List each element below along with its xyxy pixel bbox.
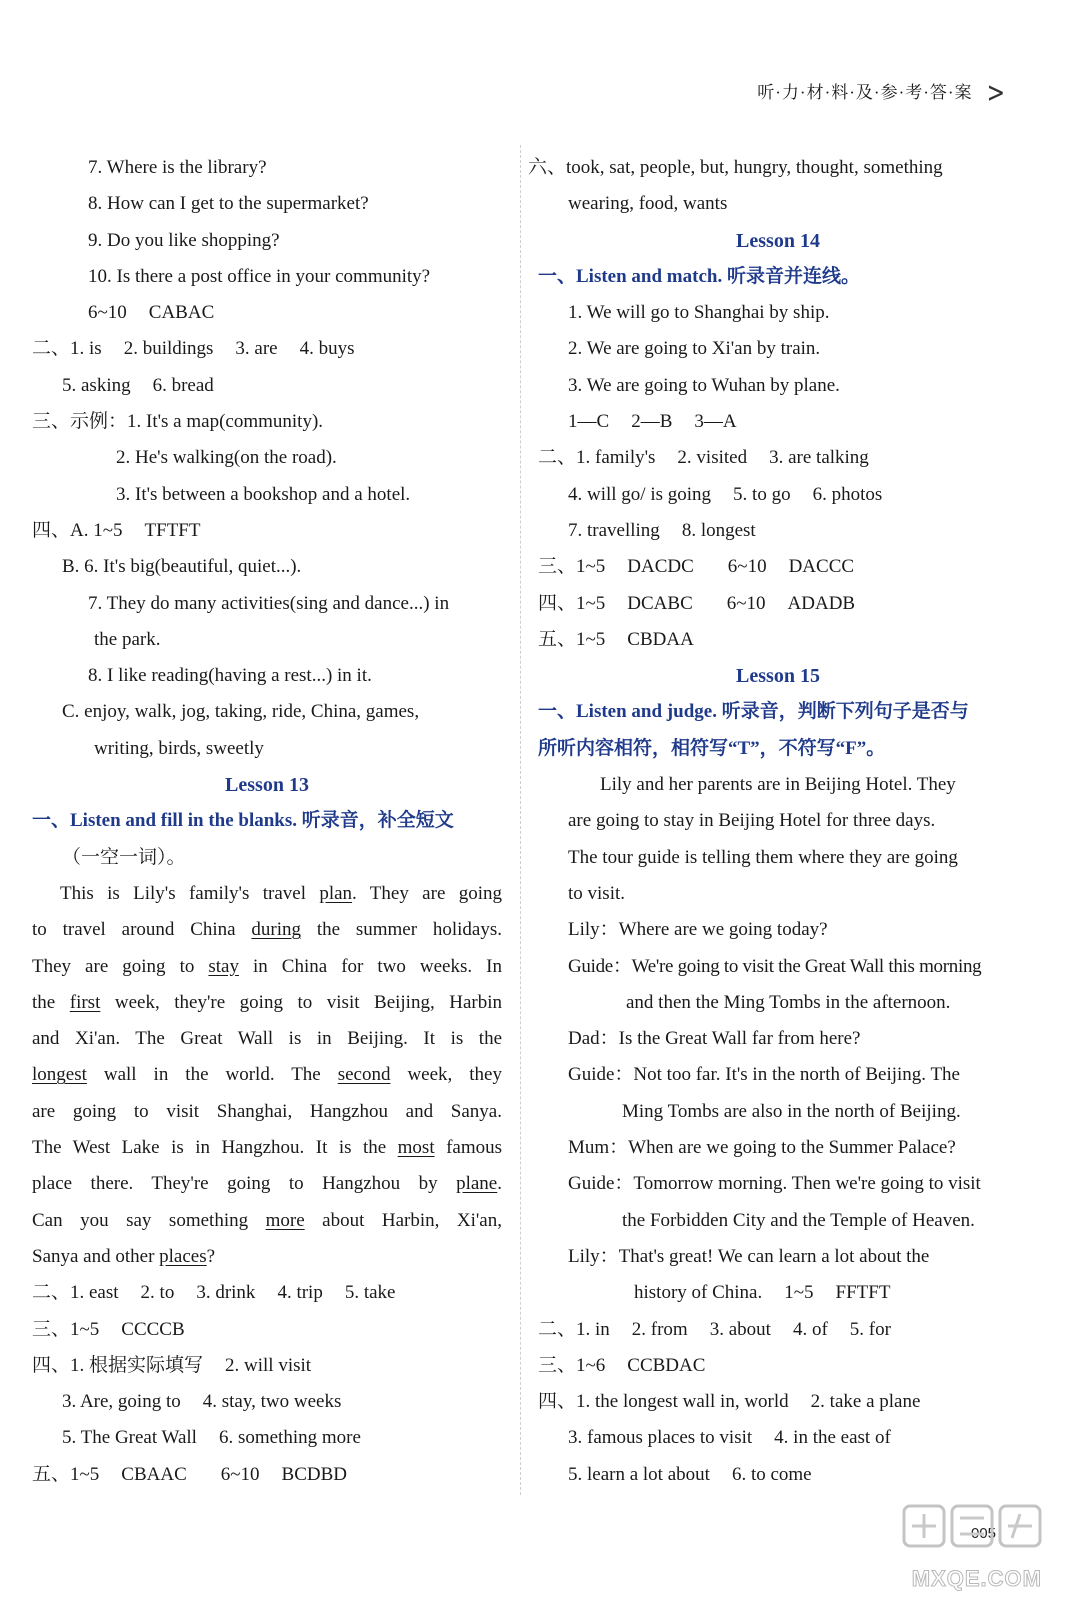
passage-line: to travel around China during the summer holidays. [32, 919, 502, 941]
answer-line: 四、1. 根据实际填写 2. will visit [32, 1354, 312, 1376]
answer-line: 3. We are going to Wuhan by plane. [568, 374, 840, 396]
dialogue-line: Ming Tombs are also in the north of Beijing. [622, 1100, 961, 1122]
passage-line: are going to visit Shanghai, Hangzhou and Sanya. [32, 1100, 502, 1122]
answer-line: 3. Are, going to 4. stay, two weeks [62, 1391, 342, 1413]
answer-line: 1—C 2—B 3—A [568, 411, 737, 433]
question-title: 一、Listen and match. 听录音并连线。 [538, 265, 860, 287]
answer-line: 8. I like reading(having a rest...) in it. [88, 665, 372, 687]
answer-line: 五、1~5 CBAAC 6~10 BCDBD [32, 1463, 347, 1485]
answer-line: 三、1~5 CCCCB [32, 1318, 185, 1340]
answer-line: 6~10 CABAC [88, 302, 215, 324]
passage-line: place there. They're going to Hangzhou by plane. [32, 1173, 502, 1195]
answer-line: 五、1~5 CBDAA [538, 628, 694, 650]
answer-line: 2. He's walking(on the road). [116, 447, 337, 469]
answer-line: the park. [94, 628, 161, 650]
answer-line: 8. How can I get to the supermarket? [88, 193, 369, 215]
answer-line: 5. learn a lot about 6. to come [568, 1463, 812, 1485]
dialogue-line: and then the Ming Tombs in the afternoon. [626, 991, 951, 1013]
passage-line: They are going to stay in China for two weeks. In [32, 955, 502, 977]
right-column [528, 150, 1018, 1493]
question-title: 一、Listen and fill in the blanks. 听录音，补全短文 [32, 810, 454, 832]
answer-line: 3. famous places to visit 4. in the east of [568, 1427, 891, 1449]
dialogue-line: Guide：Tomorrow morning. Then we're going to visit [568, 1173, 981, 1195]
answer-line: 四、A. 1~5 TFTFT [32, 519, 201, 541]
dialogue-line: Guide：Not too far. It's in the north of Beijing. The [568, 1064, 960, 1086]
passage-line: the first week, they're going to visit Beijing, Harbin [32, 991, 502, 1013]
dialogue-line: Lily：That's great! We can learn a lot about the [568, 1245, 930, 1267]
answer-line: B. 6. It's big(beautiful, quiet...). [62, 556, 302, 578]
answer-line: 1. We will go to Shanghai by ship. [568, 302, 830, 324]
dialogue-line: Lily and her parents are in Beijing Hotel. They [600, 774, 956, 796]
answer-line: 5. asking 6. bread [62, 374, 214, 396]
answer-line: 二、1. family's 2. visited 3. are talking [538, 447, 869, 469]
answer-line: 三、示例：1. It's a map(community). [32, 411, 324, 433]
answer-line: 7. They do many activities(sing and dance...) in [88, 592, 450, 614]
question-title: （一空一词）。 [62, 846, 186, 868]
left-column [32, 150, 502, 1493]
answer-line: 四、1~5 DCABC 6~10 ADADB [538, 592, 856, 614]
chevron-right-icon: > [986, 77, 1006, 110]
passage-line: and Xi'an. The Great Wall is in Beijing. It is the [32, 1028, 502, 1050]
column-divider [520, 145, 521, 1495]
dialogue-line: Mum：When are we going to the Summer Palace? [568, 1137, 956, 1159]
dialogue-line: Lily：Where are we going today? [568, 919, 828, 941]
dialogue-line: are going to stay in Beijing Hotel for three days. [568, 810, 936, 832]
answer-line: 二、1. is 2. buildings 3. are 4. buys [32, 338, 355, 360]
answer-line: writing, birds, sweetly [94, 737, 264, 759]
answer-line: 三、1~5 DACDC 6~10 DACCC [538, 556, 855, 578]
lesson-heading: Lesson 15 [736, 665, 820, 688]
answer-line: 7. Where is the library? [88, 157, 267, 178]
answer-line: C. enjoy, walk, jog, taking, ride, China, games, [62, 701, 420, 723]
header-title: 听·力·材·料·及·参·考·答·案 [757, 83, 973, 102]
answer-line: 二、1. east 2. to 3. drink 4. trip 5. take [32, 1282, 396, 1304]
question-title: 一、Listen and judge. 听录音，判断下列句子是否与 [538, 701, 969, 723]
answer-line: 5. The Great Wall 6. something more [62, 1427, 361, 1449]
answer-line: 二、1. in 2. from 3. about 4. of 5. for [538, 1318, 891, 1340]
dialogue-line: to visit. [568, 882, 626, 904]
lesson-heading: Lesson 14 [736, 229, 820, 252]
passage-line: longest wall in the world. The second week, they [32, 1064, 502, 1086]
dialogue-line: Dad：Is the Great Wall far from here? [568, 1028, 861, 1050]
answer-line: wearing, food, wants [568, 193, 728, 215]
dialogue-line: The tour guide is telling them where they are going [568, 846, 958, 868]
answer-line: 4. will go/ is going 5. to go 6. photos [568, 483, 883, 505]
answer-line: 3. It's between a bookshop and a hotel. [116, 483, 411, 505]
page-number: 005 [970, 1525, 996, 1542]
answer-line: 9. Do you like shopping? [88, 229, 280, 251]
answer-line: 三、1~6 CCBDAC [538, 1354, 706, 1376]
question-title: 所听内容相符，相符写“T”，不符写“F”。 [538, 737, 886, 759]
dialogue-line: the Forbidden City and the Temple of Heaven. [622, 1209, 975, 1231]
dialogue-line: Guide：We're going to visit the Great Wall this morning [568, 955, 982, 977]
passage-line: Can you say something more about Harbin, Xi'an, [32, 1209, 502, 1231]
dialogue-line: history of China. 1~5 FFTFT [634, 1282, 891, 1304]
answer-line: 六、took, sat, people, but, hungry, thought, something [528, 157, 943, 178]
lesson-heading: Lesson 13 [225, 774, 309, 797]
answer-line: 四、1. the longest wall in, world 2. take a plane [538, 1391, 921, 1413]
page-header [757, 77, 1006, 110]
passage-line: Sanya and other places? [32, 1245, 216, 1267]
passage-line: The West Lake is in Hangzhou. It is the most famous [32, 1137, 503, 1159]
answer-line: 10. Is there a post office in your community? [88, 265, 431, 287]
answer-line: 7. travelling 8. longest [568, 519, 756, 541]
watermark-text: MXQE.COM [911, 1566, 1042, 1591]
passage-line: This is Lily's family's travel plan. They are going [60, 882, 502, 904]
answer-line: 2. We are going to Xi'an by train. [568, 338, 821, 360]
